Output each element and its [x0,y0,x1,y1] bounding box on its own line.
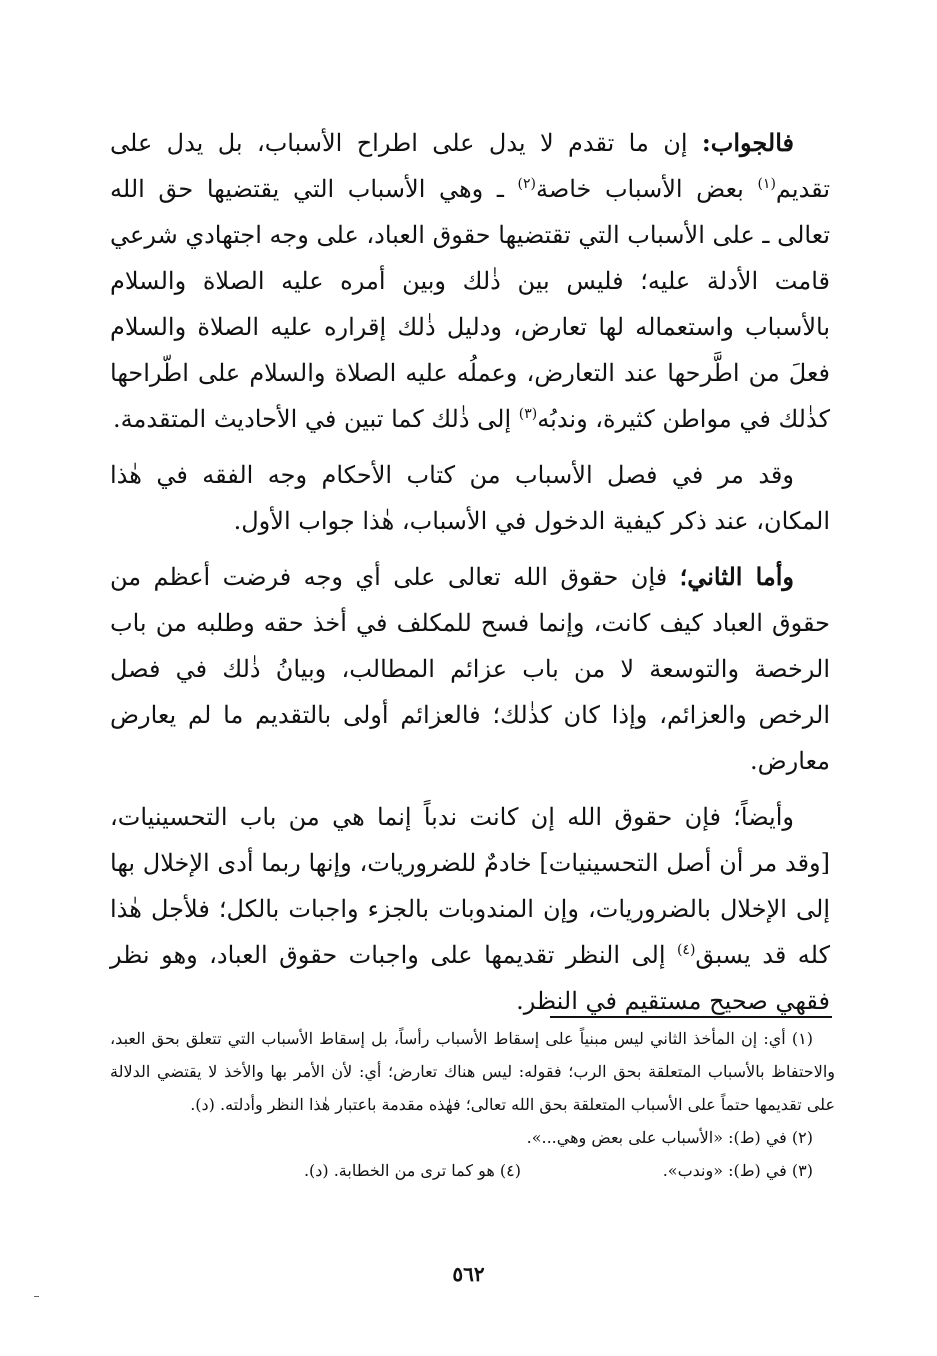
paragraph-text: إن ما تقدم لا يدل على اطراح الأسباب، بل يدل على تقديم [110,129,830,203]
paragraph-text: إلى النظر تقديمها على واجبات حقوق العباد، وهو نظر فقهي صحيح مستقيم في النظر. [110,941,830,1015]
page-number: ٥٦٢ [452,1262,485,1286]
footnote-ref-3[interactable]: (٣) [518,406,538,422]
footnote-1 [110,1022,835,1121]
paragraph-also [110,794,830,1024]
main-text [110,120,830,1024]
footnotes [110,1022,835,1187]
paragraph-text: ـ وهي الأسباب التي يقتضيها حق الله تعالى ـ على الأسباب التي تقتضيها حقوق العباد، على وجه اجتهادي شرعي قامت الأدلة عليه؛ فليس بين ذٰلك وبين أمره عليه الصلاة والسلام بالأسباب واستعماله لها تعارض، ودليل ذٰلك إقراره عليه الصلاة والسلام فعلَ من اطَّرحها عند التعارض، وعملُه عليه الصلاة والسلام على اطّراحها كذٰلك في مواطن كثيرة، وندبُه [110,175,830,433]
footnote-ref-1[interactable]: (١) [757,176,776,192]
paragraph-answer-first [110,120,830,442]
footnote-row [110,1121,835,1154]
paragraph-text: وأيضاً؛ فإن حقوق الله إن كانت ندباً إنما هي من باب التحسينيات، [وقد مر أن أصل التحسينيات] خادمٌ للضروريات، وإنها ربما أدى الإخلال بها إلى الإخلال بالضروريات، وإن المندوبات بالجزء واجبات بالكل؛ فلأجل هٰذا كله قد يسبق [110,803,831,969]
paragraph-lead: وأما الثاني؛ [679,562,794,591]
footnote-4: (٤) هو كما ترى من الخطابة. (د). [303,1161,521,1180]
footnote-separator [550,1016,832,1018]
paragraph-text: إلى ذٰلك كما تبين في الأحاديث المتقدمة. [113,405,519,433]
footnote-2: (٢) في (ط): «الأسباب على بعض وهي...». [526,1128,813,1147]
paragraph-text: فإن حقوق الله تعالى على أي وجه فرضت أعظم من حقوق العباد كيف كانت، وإنما فسح للمكلف في أخذ حقه وطلبه من باب الرخصة والتوسعة لا من باب عزائم المطالب، وبيانُ ذٰلك في فصل الرخص والعزائم، وإذا كان كذٰلك؛ فالعزائم أولى بالتقديم ما لم يعارض معارض. [110,563,830,775]
paragraph-answer-second [110,554,830,784]
scan-mark [34,1296,39,1297]
footnote-ref-2[interactable]: (٢) [517,176,536,192]
footnote-row [110,1154,835,1187]
footnote-text: (١) أي: إن المأخذ الثاني ليس مبنياً على إسقاط الأسباب رأساً، بل إسقاط الأسباب التي تتعلق بحق العبد، والاحتفاظ بالأسباب المتعلقة بحق الرب؛ فقوله: ليس هناك تعارض؛ أي: لأن الأمر بها والأخذ لا يقتضي الدلالة على تقديمها حتماً على الأسباب المتعلقة بحق الله تعالى؛ فهٰذه مقدمة باعتبار هٰذا النظر وأدلته. (د). [110,1029,835,1114]
footnote-ref-4[interactable]: (٤) [676,942,696,958]
paragraph-lead: فالجواب: [701,128,794,157]
paragraph-reference: وقد مر في فصل الأسباب من كتاب الأحكام وجه الفقه في هٰذا المكان، عند ذكر كيفية الدخول في الأسباب، هٰذا جواب الأول. [110,461,830,535]
footnote-3: (٣) في (ط): «وندب». [662,1161,813,1180]
paragraph-text: بعض الأسباب خاصة [535,175,758,203]
